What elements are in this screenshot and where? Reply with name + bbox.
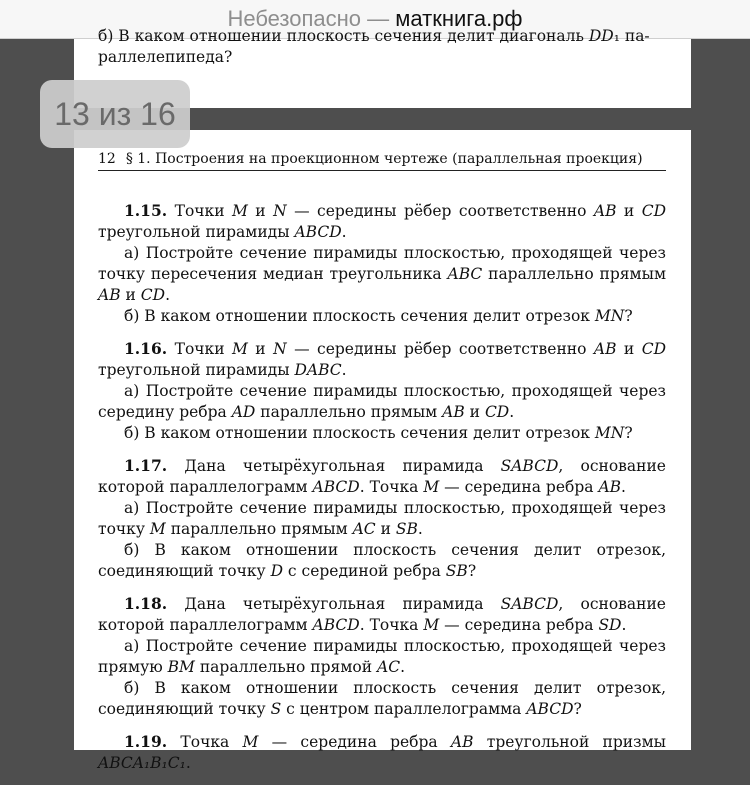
problem-text: — середина ребра	[439, 616, 599, 634]
problem-subquestion	[98, 423, 666, 444]
math-variable: MN	[594, 307, 625, 325]
problem-item	[98, 731, 666, 774]
problem-text: . Точка	[359, 616, 424, 634]
problem-text: .	[341, 361, 347, 379]
problem-text: — середина ребра	[258, 733, 451, 751]
problem-item	[98, 338, 666, 444]
problem-text: — середина ребра	[439, 478, 599, 496]
cut-off-line	[98, 26, 668, 47]
math-variable: ABCD	[312, 616, 360, 634]
problem-number: 1.16.	[124, 339, 168, 358]
problem-text: .	[621, 478, 626, 496]
math-variable: N	[273, 340, 287, 358]
problem-text: а) Постройте сечение пирамиды плоскостью, проходящей через середину ребра	[98, 382, 666, 421]
math-variable: AC	[377, 658, 401, 676]
problem-subquestion	[98, 243, 666, 306]
problem-text: треугольной призмы	[473, 733, 666, 751]
problem-text: и	[616, 202, 642, 220]
problem-text: ?	[573, 700, 582, 718]
cut-line-variable: DD	[588, 27, 614, 45]
domain-text: маткнига.рф	[395, 6, 523, 31]
problem-text: . Точка	[359, 478, 424, 496]
problem-text: .	[341, 223, 347, 241]
problem-item	[98, 200, 666, 327]
problem-statement	[98, 338, 666, 381]
problem-text: .	[400, 658, 405, 676]
problem-text: параллельно прямым	[255, 403, 443, 421]
problem-number: 1.18.	[124, 594, 168, 613]
problem-subquestion	[98, 678, 666, 720]
problem-text: ?	[624, 307, 633, 325]
math-variable: SABCD	[500, 457, 559, 475]
problem-text: параллельно прямым	[482, 265, 666, 283]
problem-text: а) Постройте сечение пирамиды плоскостью, проходящей через точку пересечения медиан треугольника	[98, 244, 666, 283]
math-variable: SB	[395, 520, 418, 538]
math-variable: ABC	[447, 265, 483, 283]
math-variable: AB	[593, 340, 617, 358]
math-variable: M	[242, 733, 259, 751]
insecure-label: Небезопасно —	[227, 6, 390, 31]
math-variable: CD	[484, 403, 510, 421]
problem-subquestion	[98, 498, 666, 540]
problem-text: б) В каком отношении плоскость сечения делит отрезок	[124, 307, 595, 325]
problem-text: .	[165, 286, 171, 304]
math-variable: CD	[641, 340, 666, 358]
previous-page-text: раллелепипеда?	[98, 48, 233, 66]
math-variable: M	[149, 520, 166, 538]
problem-text: а) Постройте сечение пирамиды плоскостью, проходящей через точку	[98, 499, 666, 538]
math-variable: D	[270, 562, 283, 580]
problem-text: — середины рёбер соответственно	[286, 340, 594, 358]
problem-text: и	[120, 286, 141, 304]
problem-subquestion	[98, 636, 666, 678]
problem-text: и	[616, 340, 642, 358]
math-variable: M	[423, 478, 440, 496]
problem-text: с серединой ребра	[283, 562, 446, 580]
problem-list	[98, 200, 666, 785]
problem-text: а) Постройте сечение пирамиды плоскостью, проходящей через прямую	[98, 637, 666, 676]
problem-text: б) В каком отношении плоскость сечения делит отрезок, соединяющий точку	[98, 541, 666, 580]
math-variable: SABCD	[500, 595, 559, 613]
problem-text: Дана четырёхугольная пирамида	[184, 457, 501, 475]
page-header	[98, 150, 666, 171]
cut-line-end: ₁ па-	[613, 27, 650, 45]
problem-text: — середины рёбер соответственно	[286, 202, 594, 220]
problem-number: 1.15.	[124, 201, 168, 220]
problem-text: , основание которой параллелограмм	[98, 595, 666, 634]
math-variable: AD	[231, 403, 256, 421]
problem-text: и	[247, 202, 274, 220]
problem-number: 1.17.	[124, 456, 168, 475]
math-variable: N	[273, 202, 287, 220]
problem-subquestion	[98, 381, 666, 423]
problem-text: и	[375, 520, 396, 538]
problem-text: и	[464, 403, 485, 421]
problem-text: ?	[467, 562, 477, 580]
problem-text: параллельно прямой	[194, 658, 377, 676]
problem-subquestion	[98, 540, 666, 582]
problem-number: 1.19.	[124, 732, 168, 751]
problem-text: Точка	[180, 733, 243, 751]
problem-text: Точки	[174, 202, 232, 220]
problem-text: , основание которой параллелограмм	[98, 457, 666, 496]
problem-item	[98, 455, 666, 582]
math-variable: ABCD	[294, 223, 342, 241]
problem-text: параллельно прямым	[165, 520, 353, 538]
problem-text: .	[417, 520, 423, 538]
math-variable: M	[231, 202, 248, 220]
math-variable: SD	[598, 616, 622, 634]
problem-text: б) В каком отношении плоскость сечения делит отрезок	[124, 424, 595, 442]
problem-text: б) В каком отношении плоскость сечения делит отрезок, соединяющий точку	[98, 679, 666, 718]
problem-text: Дана четырёхугольная пирамида	[184, 595, 501, 613]
page-number: 12	[98, 151, 116, 167]
math-variable: M	[231, 340, 248, 358]
problem-text: .	[621, 616, 627, 634]
math-variable: ABCA₁B₁C₁	[98, 754, 186, 772]
problem-text: треугольной пирамиды	[98, 223, 295, 241]
math-variable: BM	[167, 658, 195, 676]
math-variable: M	[423, 616, 440, 634]
math-variable: CD	[140, 286, 166, 304]
problem-item	[98, 593, 666, 720]
math-variable: AB	[450, 733, 474, 751]
math-variable: CD	[641, 202, 666, 220]
page-counter: 13 из 16	[40, 80, 190, 148]
math-variable: AB	[442, 403, 465, 421]
math-variable: SB	[445, 562, 468, 580]
problem-text: Точки	[174, 340, 232, 358]
current-page	[74, 130, 691, 772]
problem-text: ?	[624, 424, 633, 442]
problem-statement	[98, 200, 666, 243]
math-variable: DABC	[294, 361, 342, 379]
section-title: § 1. Построения на проекционном чертеже (параллельная проекция)	[125, 151, 643, 167]
problem-text: и	[247, 340, 274, 358]
math-variable: AB	[598, 478, 622, 496]
math-variable: S	[270, 700, 282, 718]
math-variable: ABCD	[312, 478, 360, 496]
problem-subquestion	[98, 306, 666, 327]
math-variable: AC	[352, 520, 376, 538]
problem-text: треугольной пирамиды	[98, 361, 295, 379]
math-variable: AB	[593, 202, 617, 220]
problem-statement	[98, 455, 666, 498]
problem-text: .	[185, 754, 191, 772]
problem-statement	[98, 593, 666, 636]
problem-statement	[98, 731, 666, 774]
math-variable: ABCD	[526, 700, 574, 718]
cut-line-text: б) В каком отношении плоскость сечения делит диагональ	[98, 27, 589, 45]
problem-text: .	[509, 403, 515, 421]
math-variable: MN	[594, 424, 625, 442]
problem-text: с центром параллелограмма	[281, 700, 527, 718]
math-variable: AB	[98, 286, 121, 304]
